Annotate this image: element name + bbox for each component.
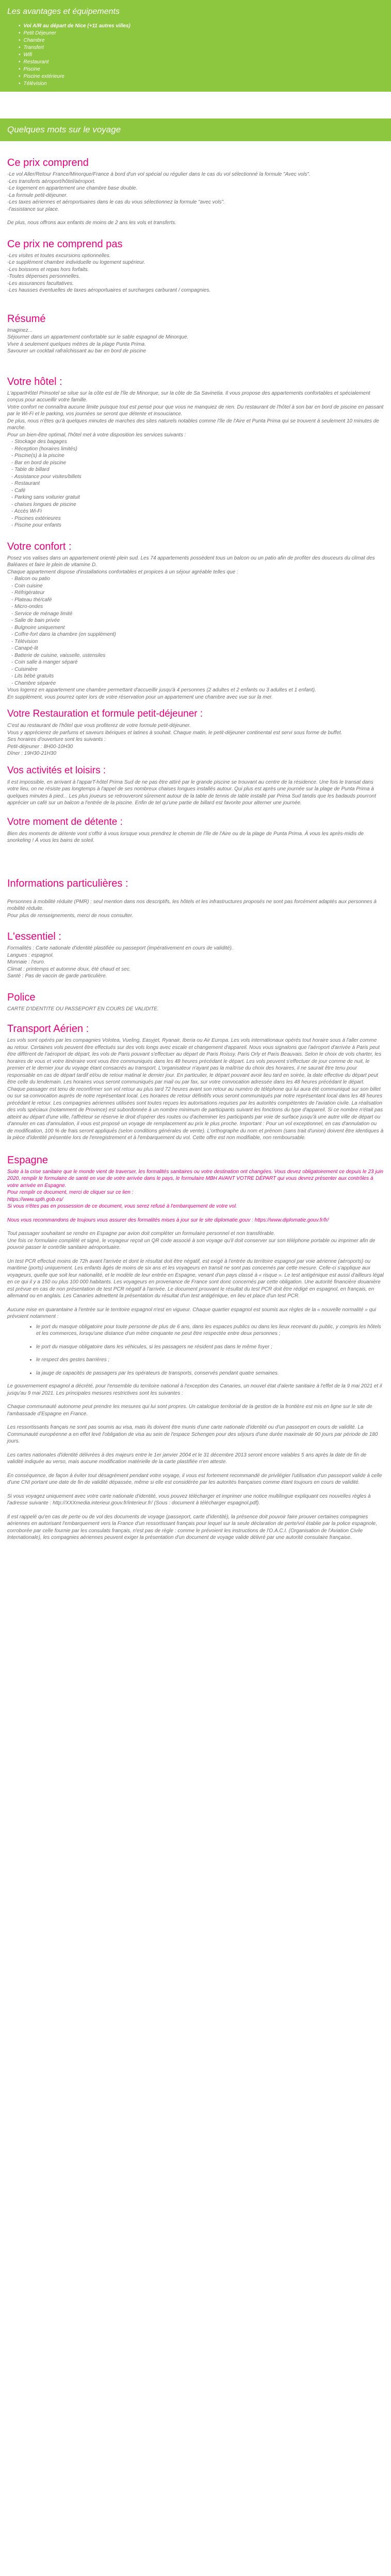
hotel-service: - chaises longues de piscine [11,501,384,509]
spain-measure: • le port du masque obligatoire pour toute personne de plus de 6 ans, dans les espaces publics ou dans les lieux recevant du public, y compris les hôtels et les commerces, lorsqu'une distance d'un mètre cinquante ne peut être respectée entre deux personnes ; [36,1324,384,1337]
restaurant-paragraph: Vous y apprécierez de parfums et saveurs ibériques et latines à souhait. Chaque matin, le petit-déjeuner continental est servi sous forme de buffet. [7,730,343,736]
spain-paragraph: Un test PCR effectué moins de 72h avant l'arrivée et dont le résultat doit être négatif, est exigé à l'entrée du territoire espagnol par voie aérienne (aéroports) ou maritime (ports) uniquement. Les enfants âgés de moins de six ans et les voyageurs en transit ne sont pas concernés par cette mesure. Celle-ci s'applique aux voyageurs, quelle que soit leur nationalité, et le modèle de leur entrée en Espagne, venant d'un pays classé à « risque ». Le test antigénique est aussi d'ailleurs légal en ce qui il y a 150 ou plus 100 000 habitants. Les voyageurs en provenance de France sont donc concernés par cette obligation. Une autorité financière douanière est prévue en cas de non présentation de test PCR négatif à l'arrivée. Le document prouvant le résultat du test PCR doit être rédigé en espagnol, en français, en allemand ou en anglais. Les Canaries admettent la présentation du résultat d'un test antigénique, en lieu et place d'un test PCR. [7,1258,384,1299]
price-includes-line: -Les transferts aéroport/hôtel/aéroport. [7,178,96,184]
price-includes-line: -Le logement en appartement une chambre base double. [7,185,138,191]
transport-text: Les vols sont opérés par les compagnies Volotea, Vueling, Easyjet, Ryanair, Iberia ou Air Europa. Les vols internationaux opérés tout horaire sous à l'aller comme au retour. Certaines vols peuvent être effectués sur des vols longs avec escale et changement d'appareil. Nous vous signalons que l'aéroport d'arrivée à Paris peut être différent de l'aéroport de départ, les vols de Paris pouvant s'effectuer au départ de Paris Roissy, Paris Orly et Paris Beauvais. Selon le choix de vols charter, les horaires de vous et votre itinéraire vont vous être communiqués dans les 48 heures précédant le départ. Les vols peuvent s'effectuer de jour comme de nuit, le premier et le dernier jour du voyage étant consacrés au transport. L'organisateur n'ayant pas la maîtrise du choix des horaires, il ne saurait être tenu pour responsable en cas de départ tardif et/ou de retour matinal le dernier jour. En particulier, le départ pouvant avoir lieu tard en soirée, la date effective du départ peut être celle du lendemain. Les horaires vous seront communiqués par mail ou par fax, sur votre convocation adressée dans les 48 heures précédant le départ. Chaque passager est tenu de reconfirmer son vol retour au plus tard 72 heures avant son retour au numéro de téléphone qui lui aura été communiqué sur son billet ou sur sa convocation auprès de notre représentant local. Les horaires de retour définitifs vous seront communiqués par notre représentant local dans les 48 heures précédant le retour. Les compagnies aériennes utilisées sont toutes reçues les autorisations requises par les autorités compétentes de l'aviation civile. La réalisation des vols spéciaux (notamment de Province) est subordonnée à un nombre minimum de participants suivant les fonctions du type d'appareil. Si ce nombre n'était pas atteint au départ d'une ville, l'affréteur se réserve le droit d'opérer des routes ou d'acheminer les participants par voie de surface jusqu'à une autre ville de départ ou d'annuler en cas d'annulation, il vous est proposé un voyage de remplacement au prix le plus proche. Important : Pour un vol exceptionnel, en cas d'annulation ou de modification, 100 % de frais seront appliqués (selon conditions générales de vente). L'orthographe du nom et prénom (sans trait d'union) doivent être identiques à la pièce d'identité présentée lors de l'enregistrement et à l'embarquement du vol. Cette offre est non modifiable, non remboursable. [7,1038,384,1141]
comfort-item: - Lits bébé gratuits [11,673,384,680]
comfort-title: Votre confort : [7,540,72,552]
comfort-item: - Chambre séparée [11,680,384,687]
hotel-paragraph: L'appartHôtel Prinsotel se situe sur la côte est de l'île de Minorque, sur la côte de Sa Savinetia. Il vous propose des appartements confortables et spécialement conçus pour accueillir votre famille. [7,390,370,403]
spain-closing: En conséquence, de façon à éviter tout désagrément pendant votre voyage, il vous est fortement recommandé de privilégier l'utilisation d'un passeport valide à celle d'une CNI portant une date de fin de validité dépassée, même si elle est considérée par les autorités françaises comme étant toujours en cours de validité. [7,1472,382,1485]
spain-news[interactable]: Nous vous recommandons de toujours vous assurer des formalités mises à jour sur le site diplomatie.gouv : https://www.diplomatie.gouv.fr/fr/ [7,1217,329,1223]
comfort-items [7,575,384,687]
comfort-item: - Balcon ou patio [11,575,384,583]
equipment-list [7,23,391,88]
essential-line: Langues : espagnol. [7,952,54,958]
price-excludes-line: -Toutes dépenses personnelles. [7,274,80,279]
equipment-item: • Télévision [19,80,391,88]
comfort-item: - Télévision [11,638,384,646]
spain-note: Si vous n'êtes pas en possession de ce document, vous serez refusé à l'embarquement de votre vol. [7,1204,237,1209]
price-excludes-line: -Les visites et toutes excursions optionnelles. [7,252,111,259]
summary-line: Imaginez... [7,327,32,333]
comfort-item: - Plateau thé/café [11,597,384,604]
comfort-item: - Micro-ondes [11,603,384,611]
spain-intro: Suite à la crise sanitaire que le monde vient de traverser, les formalités sanitaires ou votre destination ont changées. Vous devez obligatoirement ce depuis le 23 juin 2020, remplir le formulaire de santé en vue de votre arrivée dans le pays, le formulaire MBH AVANT VOTRE DÉPART qui vous devrez présenter aux contrôles à votre arrivée en Espagne. [7,1168,383,1189]
equipment-item: • Petit Déjeuner [19,30,391,37]
comfort-item: - Batterie de cuisine, vaisselle, ustensiles [11,652,384,659]
equipment-item: • Chambre [19,37,391,44]
price-includes-line: -l'assistance sur place. [7,206,59,212]
essential-section [7,930,384,980]
comfort-footer: Vous logerez en appartement une chambre permettant d'accueillir jusqu'à 4 personnes (2 adultes et 2 enfants ou 3 adultes et 1 enfant). [7,687,316,693]
spain-link-label: Pour remplir ce document, merci de cliquer sur ce lien : [7,1190,134,1195]
hotel-services [7,438,384,529]
relax-section [7,816,384,844]
equipment-item: • Piscine extérieure [19,73,391,80]
spain-paragraph: Tout passager souhaitant se rendre en Espagne par avion doit compléter un formulaire personnel et non transférable. [7,1231,275,1236]
restaurant-title: Votre Restauration et formule petit-déjeuner : [7,708,203,719]
price-excludes-line: -Les boissons et repas hors forfaits. [7,266,89,273]
spain-section [7,1154,384,1541]
police-text: CARTE D'IDENTITE OU PASSEPORT EN COURS DE VALIDITE. [7,1006,159,1012]
summary-title: Résumé [7,313,46,325]
comfort-item: - Coin cuisine [11,583,384,590]
equipment-item: • Restaurant [19,59,391,66]
spain-measure: • la jauge de capacités de passagers par les opérateurs de transports, conservés pendant quatre semaines. [36,1370,384,1377]
summary-section [7,313,384,355]
comfort-item: - Bulgnoire uniquement [11,624,384,632]
price-excludes-section [7,238,384,294]
hotel-service: - Piscine(s) à la piscine [11,452,384,460]
spain-measures [7,1324,384,1377]
comfort-paragraph: Chaque appartement dispose d'installations confortables et propices à un séjour agréable telles que : [7,569,238,575]
price-excludes-line: -Les hausses éventuelles de taxes aéroportuaires et surcharges carburant / compagnies. [7,287,211,293]
restaurant-hours: Dîner : 19H30-21H30 [7,751,57,756]
comfort-item: - Salle de bain privée [11,617,384,624]
equipment-section [0,0,391,23]
essential-line: Monnaie : l'euro. [7,959,45,965]
price-includes-line: -La formule petit-déjeuner. [7,192,68,198]
comfort-item: - Service de ménage limité [11,611,384,618]
leisure-text: Il est impossible, en arrivant à l'apparT-hôtel Prima Sud de ne pas être attiré par le grande piscine se trouvant au centre de la résidence. Une fois le transat dans votre lieu, on ne résiste pas longtemps à l'appel de ses nombreux chaises longues installés autour. Qui plus est après une journée sur la plage de Punta Prima à quelques minutes à pied... Les plus joueurs se retrouveront sûrement autour de la table de tennis de table installé par Prima Sud tandis que les badauds pourront apprécier un café sur un balcon a l'entrée de la piscine. Enfin de tel qu'une partie de billard est favorite pour alterner une journée. [7,779,376,806]
spain-title: Espagne [7,1154,48,1166]
restaurant-hours-label: Ses horaires d'ouverture sont les suivants : [7,737,106,742]
comfort-footer: En supplément, vous pourrez opter lors de votre réservation pour un appartement une chambre avec vue sur la mer. [7,694,273,700]
equipment-item: • Piscine [19,66,391,73]
comfort-section [7,540,384,701]
comfort-item: - Coffre-fort dans la chambre (en supplément) [11,631,384,638]
price-includes-footer: De plus, nous offrons aux enfants de moins de 2 ans les vols et transferts. [7,220,176,226]
hotel-paragraph: Pour un bien-être optimal, l'hôtel met à votre disposition les services suivants : [7,432,186,438]
hotel-paragraph: Votre confort ne connaîtra aucune limite puisque tout est pensé pour que vous ne manquiez de rien. Du restaurant de l'hôtel à son bar en bord de piscine en passant par le Wi-Fi et le parking, vos journées se seront que détente et insouciance. [7,404,384,417]
equipment-item: • Vol A/R au départ de Nice (+11 autres villes) [19,23,391,30]
spain-closing: Les ressortissants français ne sont pas soumis au visa, mais ils doivent être munis d'une carte nationale d'identité ou d'un passeport en cours de validité. La Communauté européenne a en effet levé l'obligation de visa au sein de l'espace Schengen pour des séjours d'une durée maximale de 90 jours par période de 180 jours. [7,1425,378,1444]
hotel-paragraph: De plus, nous n'êtes qu'à quelques minutes de marches des sites naturels notables comme l'île de l'Aire et Punta Prima qui se trouvent à seulement 10 minutes de marche. [7,418,379,431]
included-section-band [0,118,391,141]
equipment-list-band [0,23,391,92]
spain-closing: Chaque communauté autonome peut prendre les mesures qui lui sont propres. Un catalogue territorial de la gestion de la frontière est mis en ligne sur le site de l'ambassade d'Espagne en France. [7,1404,372,1417]
practical-line: Personnes à mobilité réduite (PMR) : seul mention dans nos descriptifs, les hôtels et les infrastructures proposés ne sont pas forcément adaptés aux personnes à mobilité réduite. [7,899,377,911]
equipment-title: Les avantages et équipements [7,7,120,16]
spain-link[interactable]: https://www.spth.gob.es/ [7,1196,63,1202]
restaurant-paragraph: C'est au restaurant de l'hôtel que vous profiterez de votre formule petit-déjeuner. [7,723,191,728]
price-excludes-line: -Le supplément chambre individuelle ou logement supérieur. [7,260,145,265]
hotel-service: - Stockage des bagages [11,438,384,446]
hotel-service: - Restaurant [11,480,384,487]
relax-title: Votre moment de détente : [7,816,123,827]
hotel-service: - Piscine pour enfants [11,522,384,529]
spain-measure: • le respect des gestes barrières ; [36,1357,384,1364]
hotel-service: - Parking sans voiturier gratuit [11,494,384,501]
hotel-service: - Table de billard [11,466,384,473]
comfort-item: - Cuisinière [11,666,384,673]
essential-line: Santé : Pas de vaccin de garde particulière. [7,973,107,979]
essential-title: L'essentiel : [7,931,61,942]
spain-closing: Le gouvernement espagnol a décrété, pour l'ensemble du territoire national à l'exception des Canaries, un nouvel état d'alerte sanitaire à l'effet de la 9 mai 2021 et il jusqu'au 9 mai 2021. Les principales mesures restrictives sont les suivantes : [7,1383,382,1396]
hotel-service: - Bar en bord de piscine [11,460,384,467]
price-includes-title: Ce prix comprend [7,157,89,168]
summary-line: Vivre à seulement quelques mètres de la plage Punta Prima. [7,341,146,347]
restaurant-section [7,708,384,757]
practical-section [7,877,384,920]
police-title: Police [7,991,36,1003]
price-includes-section [7,157,384,227]
summary-line: Savourer un cocktail rafraîchissant au bar en bord de piscine [7,348,146,354]
hotel-title: Votre hôtel : [7,376,62,387]
spain-measures-intro: Aucune mise en quarantaine à l'entrée sur le territoire espagnol n'est en vigueur. Chaque quartier espagnol est soumis aux règles de la « nouvelle normalité » qui prévoient notamment : [7,1307,376,1319]
essential-line: Formalités : Carte nationale d'identité plastifiée ou passeport (impérativement en cours de validité). [7,945,233,951]
spain-closing: Si vous voyagez uniquement avec votre carte nationale d'identité, vous pouvez télécharger et imprimer une notice multilingue expliquant ces nouvelles règles à l'adresse suivante : http://XXXmedia.interieur.gouv.fr/interieur.fr/ (Sous : document à télécharger espagnol.pdf). [7,1493,371,1506]
equipment-item: • Wifi [19,52,391,59]
comfort-item: - Canapé-lit [11,645,384,652]
spain-measure: • le port du masque obligatoire dans les véhicules, si les passagers ne résident pas dans le même foyer ; [36,1344,384,1351]
spain-closing: Il est rappelé qu'en cas de perte ou de vol des documents de voyage (passeport, carte d'identité), la présence doit pouvoir faire prouver certaines compagnies aériennes en autorisant l'embarquement vers la France d'un ressortissant français pour lequel sur la seule déclaration de perte/vol établie par la police espagnole, corroborée par celle fournie par les consulats français, n'est pas de règle : comme le prévoient les instructions de l'O.A.C.I. (Organisation de l'Aviation Civile Internationale), les compagnies aériennes peuvent exiger la présentation d'un document de voyage valide délivré par une autorité consulaire française. [7,1514,378,1540]
price-includes-line: -Le vol Aller/Retour France/Minorque/France à bord d'un vol spécial ou régulier dans le cas du vol sélectionné la formule "Avec vols". [7,172,311,177]
practical-title: Informations particulières : [7,877,128,889]
hotel-service: - Assistance pour visites/billets [11,473,384,481]
police-section [7,991,384,1013]
transport-title: Transport Aérien : [7,1023,89,1035]
spain-paragraph: Une fois ce formulaire complété et signé, le voyageur reçoit un QR code associé à son voyage qu'il doit conserver sur son téléphone portable ou imprimer afin de pouvoir passer le contrôle sanitaire aéroportuaire. [7,1238,376,1250]
essential-line: Climat : printemps et automne doux, été chaud et sec. [7,966,131,972]
included-title: Quelques mots sur le voyage [7,125,121,134]
price-excludes-line: -Les assurances facultatives. [7,280,74,286]
hotel-service: - Réception (horaires limités) [11,446,384,453]
comfort-item: - Réfrigérateur [11,589,384,597]
restaurant-hours: Petit-déjeuner : 8H00-10H30 [7,743,73,750]
equipment-item: • Transfert [19,44,391,52]
summary-line: Séjourner dans un appartement confortable sur le sable espagnol de Minorque. [7,334,189,340]
comfort-paragraph: Posez vos valises dans un appartement orienté plein sud. Les 74 appartements possèdent tous un balcon ou un patio afin de profiter des douceurs du climat des Baléares et faire le plein de vitamine D. [7,555,375,568]
spain-closing: Les cartes nationales d'identité délivrées à des majeurs entre le 1er janvier 2004 et le 31 décembre 2013 seront encore valables 5 ans après la date de fin de validité indiquée au verso, mais aucune modification matérielle de la carte plastifiée n'en atteste. [7,1452,367,1465]
leisure-title: Vos activités et loisirs : [7,765,106,776]
hotel-service: - Piscines extérieures [11,515,384,522]
transport-section [7,1023,384,1142]
leisure-section [7,765,384,807]
hotel-section [7,376,384,529]
price-excludes-title: Ce prix ne comprend pas [7,238,123,250]
comfort-item: - Coin salle à manger séparé [11,659,384,666]
price-includes-line: -Les taxes aériennes et aéroportuaires dans le cas du vous sélectionnez la formule "avec vols". [7,199,225,205]
hotel-service: - Accès Wi-Fi [11,508,384,515]
relax-text: Bien des moments de détente vont s'offrir à vous lorsque vous prendrez le chemin de l'île de l'Aire ou de la plage de Punta Prima. À vous les après-midis de snorkeling ! À vous les bains de soleil. [7,831,364,843]
practical-line: Pour plus de renseignements, merci de nous consulter. [7,912,134,919]
hotel-service: - Café [11,487,384,495]
